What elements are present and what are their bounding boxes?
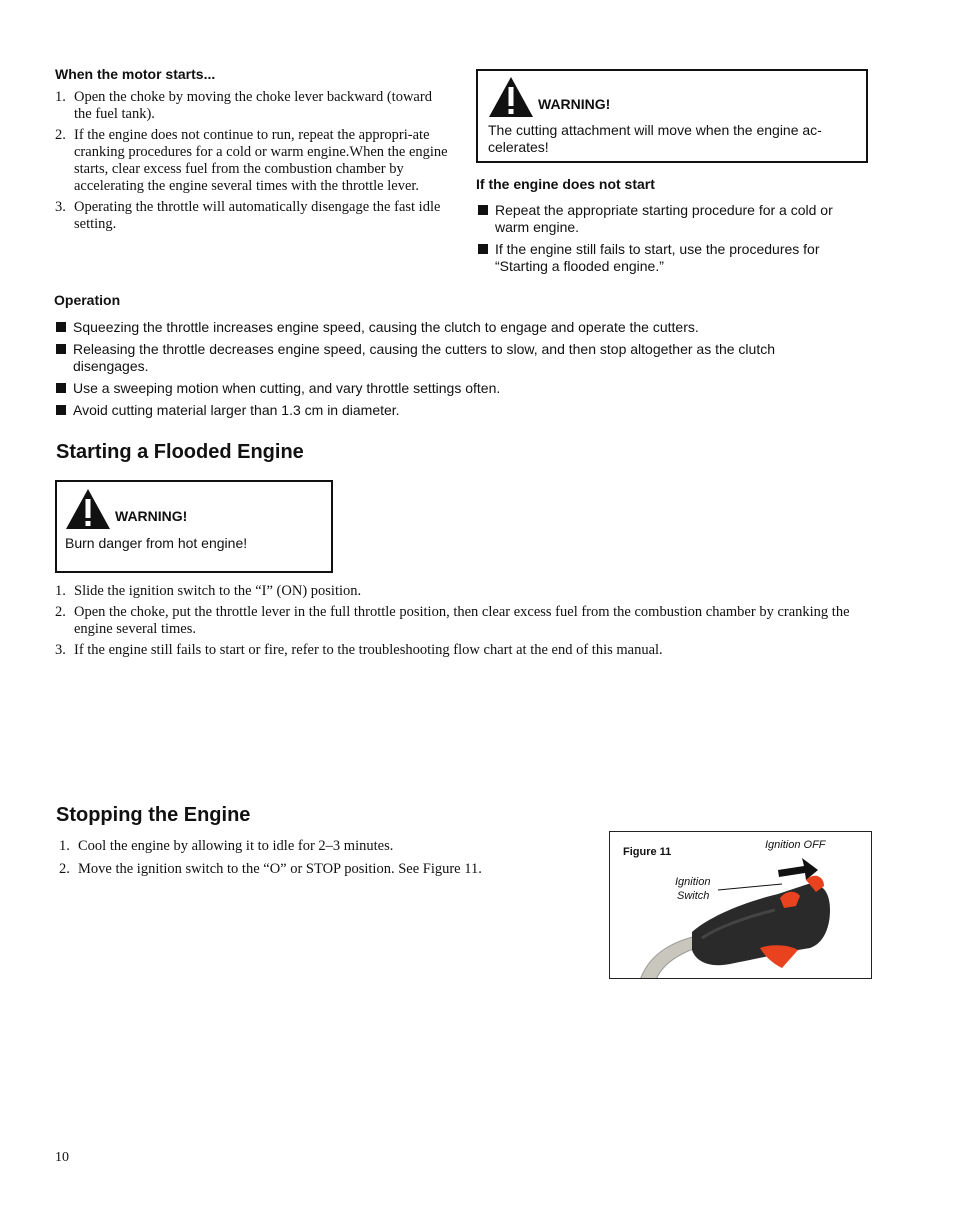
ignition-off-label: Ignition OFF <box>765 839 826 851</box>
list-item <box>55 127 450 195</box>
square-bullet-icon <box>56 322 66 332</box>
square-bullet-icon <box>478 205 488 215</box>
list-item <box>59 861 579 878</box>
section-heading-not-start: If the engine does not start <box>476 176 655 192</box>
step-text: Open the choke, put the throttle lever in the full throttle position, then clear excess fuel from the combustion chamber by cranking the engine several times. <box>74 604 850 637</box>
list-item <box>54 341 854 375</box>
warning-label: WARNING! <box>115 508 188 524</box>
stopping-steps <box>59 838 579 882</box>
ignition-switch-label-line1: Ignition <box>675 876 711 888</box>
step-text: Slide the ignition switch to the “I” (ON) position. <box>74 583 362 599</box>
list-item <box>55 89 450 123</box>
list-item <box>55 199 450 233</box>
list-item <box>55 604 865 638</box>
page-number: 10 <box>55 1150 69 1165</box>
section-heading-flooded: Starting a Flooded Engine <box>56 441 304 463</box>
section-heading-operation: Operation <box>54 292 121 308</box>
warning-triangle-icon <box>65 488 111 530</box>
warning-box-cutting <box>476 69 868 163</box>
step-number: 1. <box>59 838 70 854</box>
list-item <box>476 202 866 236</box>
square-bullet-icon <box>56 383 66 393</box>
bullet-text: If the engine still fails to start, use the procedures for “Starting a flooded engine.” <box>495 241 820 274</box>
ignition-switch-label-line2: Switch <box>677 890 710 902</box>
bullet-text: Releasing the throttle decreases engine speed, causing the cutters to slow, and then stop altogether as the clutch disengages. <box>73 341 776 374</box>
step-text: Move the ignition switch to the “O” or STOP position. See Figure 11. <box>78 861 482 877</box>
step-number: 1. <box>55 583 66 599</box>
step-text: Operating the throttle will automatically disengage the fast idle setting. <box>74 199 441 232</box>
section-heading-stopping: Stopping the Engine <box>56 804 251 826</box>
bullet-text: Use a sweeping motion when cutting, and vary throttle settings often. <box>73 380 501 396</box>
not-start-bullets <box>476 202 866 280</box>
bullet-text: Avoid cutting material larger than 1.3 cm in diameter. <box>73 402 400 418</box>
list-item <box>55 583 865 600</box>
warning-text: The cutting attachment will move when the engine ac-celerates! <box>488 122 822 155</box>
step-text: If the engine does not continue to run, repeat the appropri-ate cranking procedures for a cold or warm engine.When the engine starts, clear excess fuel from the combustion chamber by accelerating the engine several times with the throttle lever. <box>74 127 448 194</box>
operation-bullets <box>54 319 854 424</box>
warning-text: Burn danger from hot engine! <box>65 535 248 551</box>
step-number: 3. <box>55 199 66 215</box>
figure-11 <box>609 831 872 979</box>
step-text: Cool the engine by allowing it to idle for 2–3 minutes. <box>78 838 394 854</box>
list-item <box>55 642 865 659</box>
figure-caption: Figure 11 <box>623 846 672 858</box>
bullet-text: Repeat the appropriate starting procedure for a cold or warm engine. <box>495 202 833 235</box>
warning-box-burn <box>55 480 333 573</box>
bullet-text: Squeezing the throttle increases engine speed, causing the clutch to engage and operate the cutters. <box>73 319 699 335</box>
step-text: Open the choke by moving the choke lever backward (toward the fuel tank). <box>74 89 432 122</box>
list-item <box>54 319 854 336</box>
section-heading-motor-starts: When the motor starts... <box>55 66 216 82</box>
step-number: 3. <box>55 642 66 658</box>
list-item <box>476 241 866 275</box>
list-item <box>54 380 854 397</box>
motor-starts-steps <box>55 89 450 237</box>
step-text: If the engine still fails to start or fire, refer to the troubleshooting flow chart at the end of this manual. <box>74 642 663 658</box>
warning-triangle-icon <box>488 76 534 118</box>
step-number: 2. <box>55 127 66 143</box>
step-number: 1. <box>55 89 66 105</box>
step-number: 2. <box>55 604 66 620</box>
list-item <box>59 838 579 855</box>
square-bullet-icon <box>478 244 488 254</box>
flooded-steps <box>55 583 865 663</box>
square-bullet-icon <box>56 405 66 415</box>
list-item <box>54 402 854 419</box>
square-bullet-icon <box>56 344 66 354</box>
step-number: 2. <box>59 861 70 877</box>
warning-label: WARNING! <box>538 96 611 112</box>
